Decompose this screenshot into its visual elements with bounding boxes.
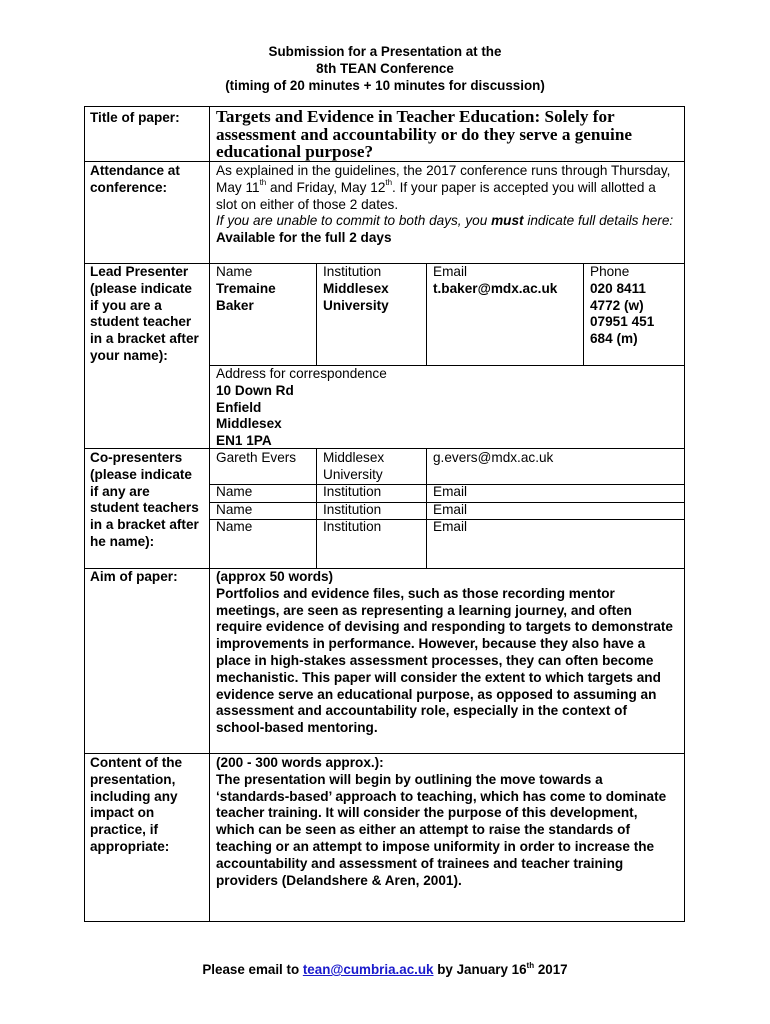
form-header <box>0 43 770 94</box>
content-label: Content of the presentation, including any impact on practice, if appropriate: <box>90 755 183 854</box>
co-name: Name <box>216 484 253 499</box>
paper-title: Targets and Evidence in Teacher Education: Solely for assessment and accountability or do they serve a genuine educational purpose? <box>216 108 633 161</box>
aim-cell <box>210 569 676 737</box>
attendance-instruction <box>216 213 680 230</box>
lead-presenter-label: Lead Presenter (please indicate if you are a student teacher in a bracket after your name): <box>90 264 199 363</box>
footer-text: 2017 <box>534 962 568 977</box>
aim-label: Aim of paper: <box>90 569 178 584</box>
header-line-1: Submission for a Presentation at the <box>268 44 502 59</box>
address-line: 10 Down Rd <box>216 382 294 398</box>
superscript: th <box>259 178 267 188</box>
attendance-text-part: As explained in the guidelines, the 2017 conference runs through Thursday, May 11 <box>216 163 671 195</box>
co-presenters-label: Co-presenters (please indicate if any are student teachers in a bracket after he name): <box>90 450 199 549</box>
lead-email-cell <box>427 264 565 298</box>
name-label: Name <box>216 264 253 279</box>
lead-institution-cell <box>317 264 425 314</box>
co-email: g.evers@mdx.ac.uk <box>433 450 554 465</box>
co-institution: Institution <box>323 502 382 517</box>
attendance-text-part: . If your paper is accepted you will allotted a slot on either of those 2 dates. <box>216 179 656 212</box>
attendance-text <box>210 163 680 247</box>
attendance-answer: Available for the full 2 days <box>216 230 392 246</box>
co-email: Email <box>433 502 467 517</box>
address-line: EN1 1PA <box>216 433 272 449</box>
co-institution: Institution <box>323 484 382 499</box>
superscript: th <box>526 960 535 970</box>
instruction-part: indicate full details here: <box>523 213 674 229</box>
institution-label: Institution <box>323 264 382 279</box>
attendance-label: Attendance at conference: <box>90 163 180 195</box>
lead-name-value: Tremaine Baker <box>216 280 276 313</box>
email-label: Email <box>433 264 467 279</box>
content-text: The presentation will begin by outlining the move towards a ‘standards-based’ approach to teaching, which has come to dominate teacher training. It will consider the purpose of this development, which can be seen as either an attempt to raise the standards of teaching or an attempt to impose uniformity in order to increase the accountability and assessment of trainees and teacher training providers (Delandshere & Aren, 2001). <box>216 771 667 888</box>
phone-label: Phone <box>590 264 630 279</box>
footer-text: by January 16 <box>433 962 527 977</box>
tean-email-link[interactable]: tean@cumbria.ac.uk <box>302 962 434 977</box>
address-line: Enfield <box>216 399 262 415</box>
header-line-2: 8th TEAN Conference <box>316 61 454 76</box>
co-institution: Institution <box>323 519 382 534</box>
content-cell <box>210 755 676 889</box>
row-divider <box>84 161 685 162</box>
instruction-emphasis: must <box>491 213 524 229</box>
instruction-part: If you are unable to commit to both days, you <box>216 213 492 229</box>
aim-hint: (approx 50 words) <box>216 569 334 584</box>
header-line-3: (timing of 20 minutes + 10 minutes for discussion) <box>225 78 545 93</box>
co-name: Name <box>216 502 253 517</box>
address-line: Middlesex <box>216 416 282 432</box>
co-name: Gareth Evers <box>216 450 297 465</box>
lead-email-value: t.baker@mdx.ac.uk <box>433 280 558 296</box>
footer-text: Please email to <box>202 962 303 977</box>
attendance-text-part: and Friday, May 12 <box>266 179 386 195</box>
submission-form-table <box>84 106 685 922</box>
lead-phone-value: 020 8411 4772 (w) 07951 451 684 (m) <box>590 280 655 347</box>
lead-name-cell <box>210 264 315 314</box>
co-name: Name <box>216 519 253 534</box>
row-divider <box>84 753 685 754</box>
superscript: th <box>385 178 393 188</box>
lead-institution-value: Middlesex University <box>323 280 389 313</box>
submission-footer <box>0 962 770 979</box>
address-cell <box>210 366 680 450</box>
title-label: Title of paper: <box>90 110 180 125</box>
content-hint: (200 - 300 words approx.): <box>216 755 384 770</box>
aim-text: Portfolios and evidence files, such as those recording mentor meetings, are seen as representing a learning journey, and often require evidence of devising and responding to targets to demonstrate improvements in performance. However, because they also have a place in high-stakes assessment processes, they can often become mechanistic. This paper will consider the extent to which targets and evidence serve an educational purpose, as opposed to assuming an assessment and accountability role, especially in the context of school-based mentoring. <box>216 585 673 736</box>
co-email: Email <box>433 519 467 534</box>
co-institution: Middlesex University <box>323 450 385 482</box>
address-label: Address for correspondence <box>216 366 387 381</box>
lead-phone-cell <box>584 264 676 348</box>
co-email: Email <box>433 484 467 499</box>
